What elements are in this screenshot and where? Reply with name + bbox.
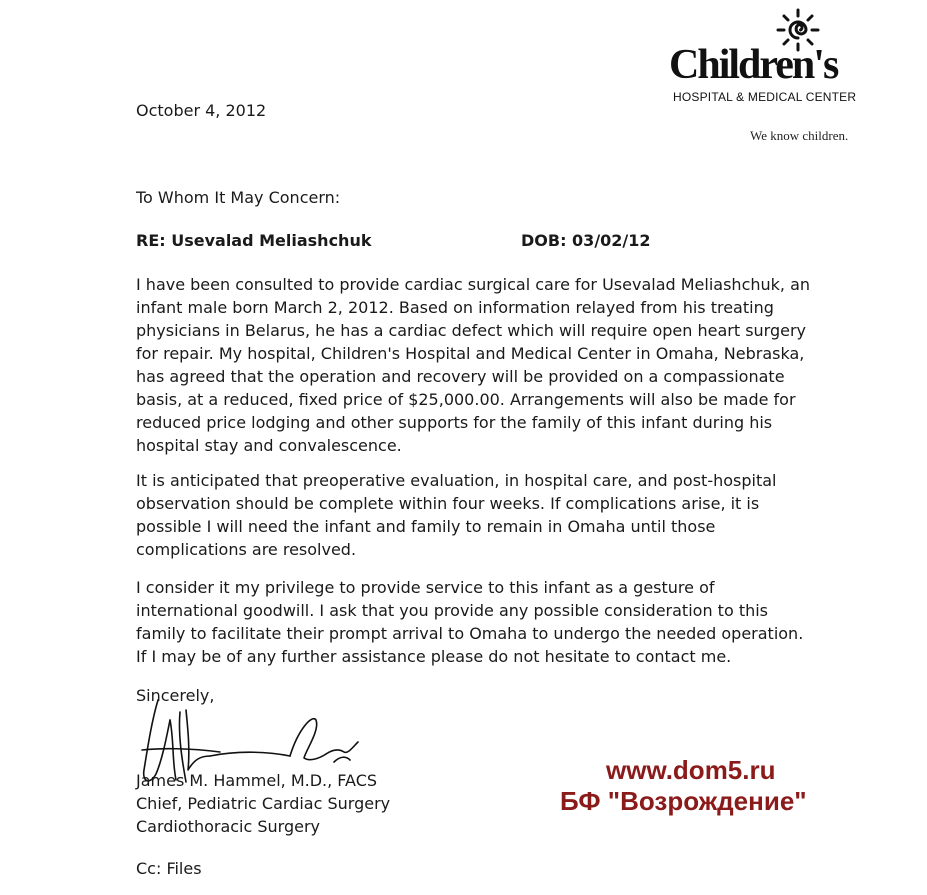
paragraph-1 [136,273,810,457]
handwritten-signature [130,690,370,810]
closing: Sincerely, [136,686,215,705]
paragraph-line: I consider it my privilege to provide service to this infant as a gesture of [136,578,715,597]
re-subject: RE: Usevalad Meliashchuk [136,231,372,250]
hospital-logo [666,8,866,143]
paragraph-2 [136,469,777,561]
paragraph-3 [136,576,803,668]
watermark-org: БФ "Возрождение" [560,786,807,816]
paragraph-line: physicians in Belarus, he has a cardiac defect which will require open heart surgery [136,321,807,340]
paragraph-line: complications are resolved. [136,540,357,559]
signer-title: Chief, Pediatric Cardiac Surgery [136,794,391,813]
logo-tagline: We know children. [750,128,849,143]
paragraph-line: possible I will need the infant and family to remain in Omaha until those [136,517,716,536]
re-dob: DOB: 03/02/12 [521,231,651,250]
letter-date: October 4, 2012 [136,101,267,120]
paragraph-line: reduced price lodging and other supports for the family of this infant during his [136,413,773,432]
logo-name: Children's [669,42,838,88]
paragraph-line: international goodwill. I ask that you provide any possible consideration to this [136,601,769,620]
paragraph-line: infant male born March 2, 2012. Based on information relayed from his treating [136,298,774,317]
salutation: To Whom It May Concern: [136,188,341,207]
paragraph-line: I have been consulted to provide cardiac surgical care for Usevalad Meliashchuk, an [136,275,811,294]
paragraph-line: for repair. My hospital, Children's Hospital and Medical Center in Omaha, Nebraska, [136,344,805,363]
paragraph-line: basis, at a reduced, fixed price of $25,000.00. Arrangements will also be made for [136,390,796,409]
watermark-url: www.dom5.ru [606,755,776,785]
paragraph-line: If I may be of any further assistance please do not hesitate to contact me. [136,647,732,666]
signer-department: Cardiothoracic Surgery [136,817,321,836]
paragraph-line: family to facilitate their prompt arrival to Omaha to undergo the needed operation. [136,624,804,643]
paragraph-line: hospital stay and convalescence. [136,436,402,455]
signer-name: James M. Hammel, M.D., FACS [136,771,378,790]
logo-subtitle: HOSPITAL & MEDICAL CENTER [673,90,857,104]
paragraph-line: observation should be complete within four weeks. If complications arise, it is [136,494,760,513]
paragraph-line: It is anticipated that preoperative evaluation, in hospital care, and post-hospital [136,471,777,490]
cc-line: Cc: Files [136,859,202,878]
paragraph-line: has agreed that the operation and recovery will be provided on a compassionate [136,367,785,386]
